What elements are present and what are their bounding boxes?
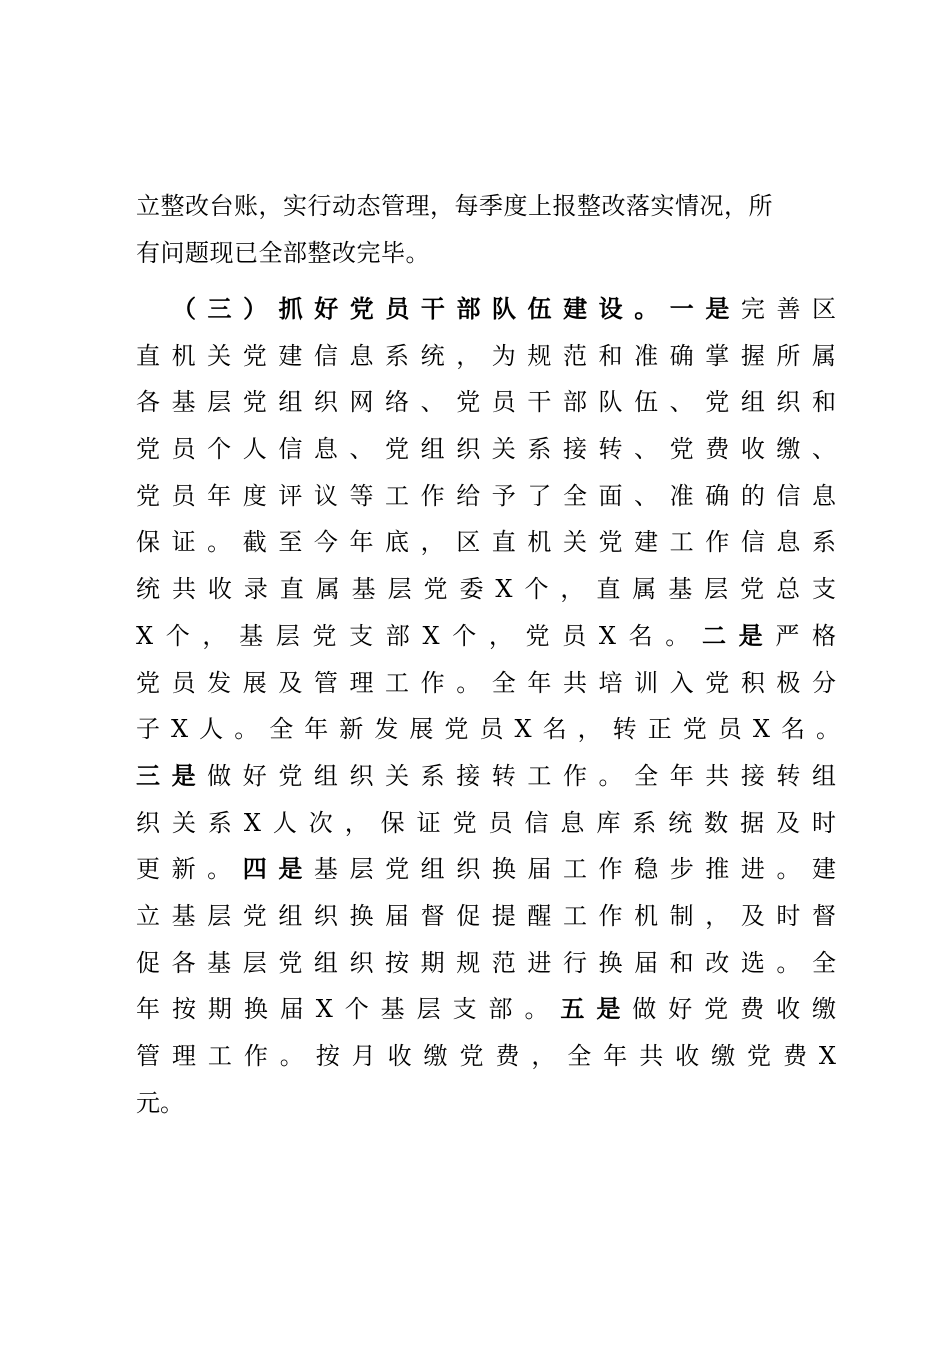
text-segment: 做好党费收缴 <box>632 995 837 1024</box>
text-segment: 完善区 <box>740 295 837 323</box>
text-line: 有问题现已全部整改完毕。 <box>136 239 430 267</box>
text-line: 党员年度评议等工作给予了全面、准确的信息 <box>136 481 836 510</box>
text-line <box>136 286 836 333</box>
text-line: 促各基层党组织按期规范进行换届和改选。全 <box>136 948 836 977</box>
text-line: 党员发展及管理工作。全年共培训入党积极分 <box>136 668 836 697</box>
text-line: 直机关党建信息系统，为规范和准确掌握所属 <box>136 341 836 370</box>
text-line: 统共收录直属基层党委X个，直属基层党总支 <box>136 575 836 604</box>
text-line <box>136 846 836 893</box>
text-segment: 年按期换届X个基层支部。 <box>136 995 561 1024</box>
paragraph-section-3 <box>136 286 840 1126</box>
text-line: 立基层党组织换届督促提醒工作机制，及时督 <box>136 901 836 930</box>
lead-marker: 二是 <box>701 620 776 650</box>
text-line: 立整改台账，实行动态管理，每季度上报整改落实情况，所 <box>136 192 773 220</box>
text-line: 党员个人信息、党组织关系接转、党费收缴、 <box>136 435 836 464</box>
text-segment: 严格 <box>775 621 836 650</box>
text-segment: 更新。 <box>136 855 243 884</box>
lead-marker: 五是 <box>560 994 633 1024</box>
text-line: 元。 <box>136 1088 184 1117</box>
text-segment: 基层党组织换届工作稳步推进。建 <box>313 855 837 884</box>
text-segment: X个，基层党支部X个，党员X名。 <box>136 621 702 650</box>
text-line: 子X人。全年新发展党员X名，转正党员X名。 <box>136 715 840 744</box>
text-line <box>136 753 836 800</box>
text-line: 各基层党组织网络、党员干部队伍、党组织和 <box>136 388 836 417</box>
lead-marker: 四是 <box>242 854 314 884</box>
section-heading: （三）抓好党员干部队伍建设。 <box>172 294 670 323</box>
lead-marker: 三是 <box>136 760 208 790</box>
text-line: 织关系X人次，保证党员信息库系统数据及时 <box>136 808 836 837</box>
text-line: 保证。截至今年底，区直机关党建工作信息系 <box>136 528 836 557</box>
text-line <box>136 613 836 660</box>
text-segment: 做好党组织关系接转工作。全年共接转组 <box>207 761 837 790</box>
text-line: 管理工作。按月收缴党费，全年共收缴党费X <box>136 1042 836 1070</box>
lead-marker: 一是 <box>669 294 741 323</box>
paragraph-continuation <box>136 183 836 277</box>
text-line <box>136 986 836 1033</box>
